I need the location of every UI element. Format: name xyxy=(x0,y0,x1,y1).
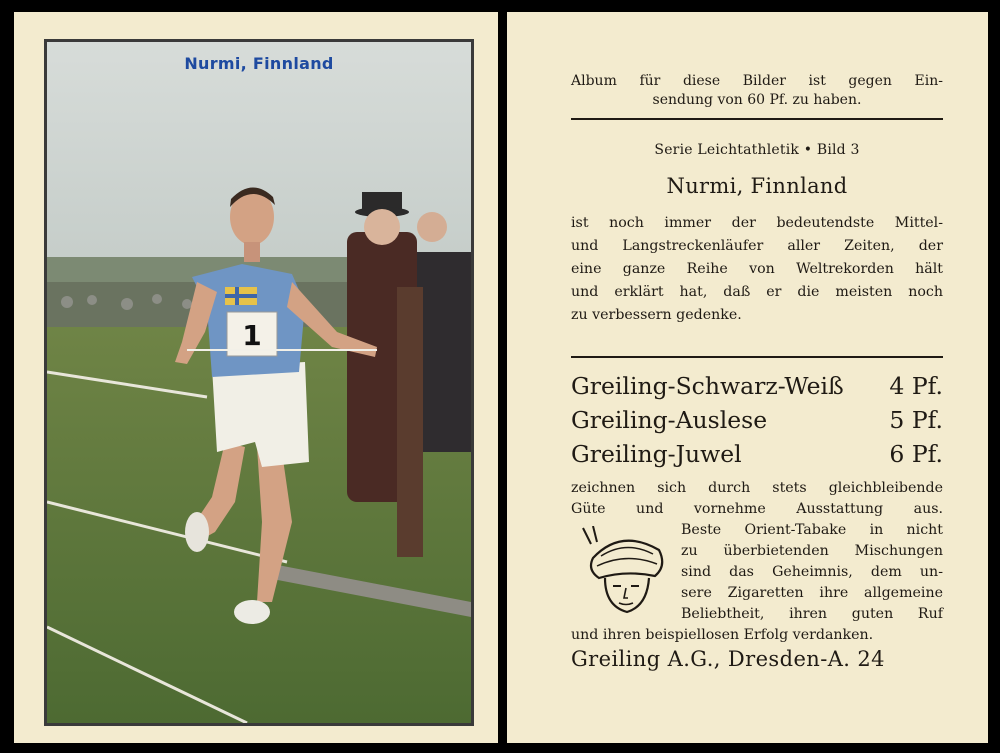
album-note-line2: sendung von 60 Pf. zu haben. xyxy=(652,92,862,108)
divider-middle xyxy=(571,356,943,358)
front-card xyxy=(14,12,498,743)
series-label: Serie Leichtathletik • Bild 3 xyxy=(654,142,860,158)
tobacco-line: Beliebtheit, ihren guten Ruf xyxy=(681,606,943,622)
description-line: und Langstreckenläufer aller Zeiten, der xyxy=(571,238,943,254)
quality-text xyxy=(571,478,943,520)
closing-line: und ihren beispiellosen Erfolg verdanken. xyxy=(571,627,874,643)
album-note-line1: Album für diese Bilder ist gegen Ein- xyxy=(571,73,943,89)
tobacco-text xyxy=(681,520,943,625)
card-title: Nurmi, Finnland xyxy=(666,174,848,198)
runner-photo xyxy=(44,39,474,726)
quality-line: zeichnen sich durch stets gleichbleibende xyxy=(571,480,943,496)
divider-top xyxy=(571,118,943,120)
back-card xyxy=(507,12,988,743)
quality-line: Güte und vornehme Ausstattung aus. xyxy=(571,501,943,517)
album-note xyxy=(571,72,943,110)
product-name: Greiling-Juwel xyxy=(571,440,742,468)
tobacco-line: sere Zigaretten ihre allgemeine xyxy=(681,585,943,601)
runner-illustration xyxy=(47,42,471,723)
product-name: Greiling-Auslese xyxy=(571,406,768,434)
product-row xyxy=(571,440,943,468)
turban-figure-icon xyxy=(571,526,675,618)
tobacco-line: sind das Geheimnis, dem un- xyxy=(681,564,943,580)
photo-caption: Nurmi, Finnland xyxy=(184,54,334,73)
company-line: Greiling A.G., Dresden-A. 24 xyxy=(571,647,885,671)
product-row xyxy=(571,372,943,400)
bib-number: 1 xyxy=(242,319,262,352)
tobacco-line: Beste Orient-Tabake in nicht xyxy=(681,522,943,538)
description xyxy=(571,212,943,327)
product-row xyxy=(571,406,943,434)
tobacco-line: zu überbietenden Mischungen xyxy=(681,543,943,559)
product-price: 4 Pf. xyxy=(889,372,943,400)
description-line: und erklärt hat, daß er die meisten noch xyxy=(571,284,943,300)
product-name: Greiling-Schwarz-Weiß xyxy=(571,372,844,400)
product-price: 6 Pf. xyxy=(889,440,943,468)
description-line: zu verbessern gedenke. xyxy=(571,307,742,323)
description-line: ist noch immer der bedeutendste Mittel- xyxy=(571,215,943,231)
description-line: eine ganze Reihe von Weltrekorden hält xyxy=(571,261,943,277)
product-price: 5 Pf. xyxy=(889,406,943,434)
